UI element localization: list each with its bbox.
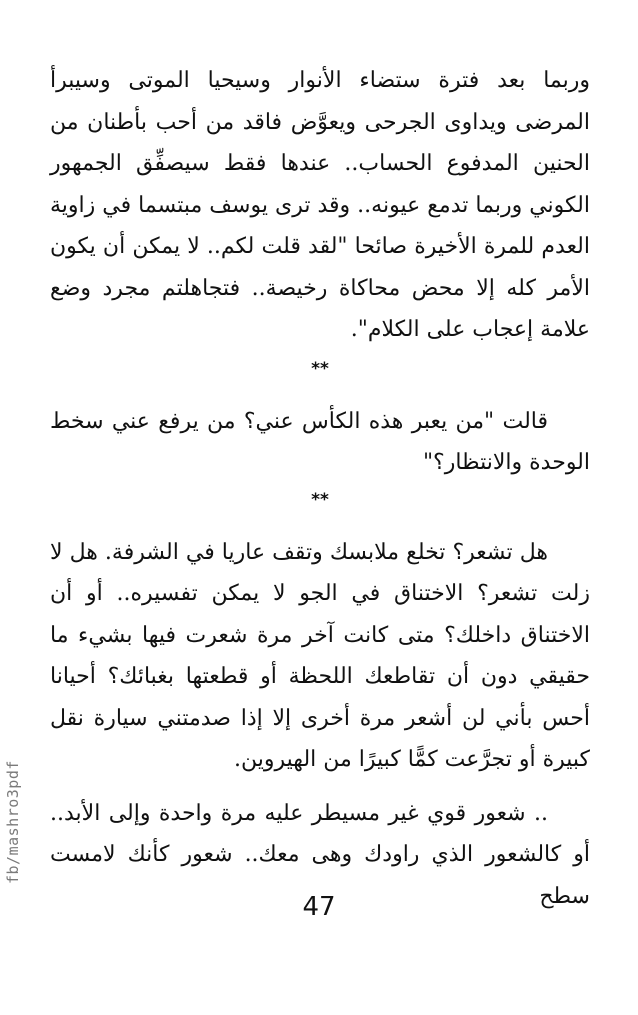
section-separator: ** (311, 489, 329, 510)
paragraph-2: قالت "من يعبر هذه الكأس عني؟ من يرفع عني سخط الوحدة والانتظار؟" (50, 408, 590, 475)
paragraph-1: وربما بعد فترة ستضاء الأنوار وسيحيا الموتى وسيبرأ المرضى ويداوى الجرحى ويعوَّض فاقد من أحب بأطنان من الحنين المدفوع الحساب.. عندها فقط سيصفِّق الجمهور الكوني وربما تدمع عيونه.. وقد ترى يوسف مبتسما في زاوية العدم للمرة الأخيرة صائحا "لقد قلت لكم.. لا يمكن أن يكون الأمر كله إلا محض محاكاة رخيصة.. فتجاهلتم مجرد وضع علامة إعجاب على الكلام". (50, 68, 590, 342)
paragraph-4: .. شعور قوي غير مسيطر عليه مرة واحدة وإلى الأبد.. أو كالشعور الذي راودك وهى معك.. شعور كأنك لامست سطح (50, 800, 590, 909)
paragraph-3: هل تشعر؟ تخلع ملابسك وتقف عاريا في الشرفة. هل لا زلت تشعر؟ الاختناق في الجو لا يمكن تفسيره.. أو أن الاختناق داخلك؟ متى كانت آخر مرة شعرت فيها بشيء ما حقيقي دون أن تقاطعك اللحظة أو قطعتها بغبائك؟ أحيانا أحس بأني لن أشعر مرة أخرى إلا إذا صدمتني سيارة نقل كبيرة أو تجرَّعت كمًّا كبيرًا من الهيروين. (50, 539, 590, 772)
section-separator: ** (311, 358, 329, 379)
page-body (50, 60, 590, 917)
watermark: fb/mashro3pdf (4, 760, 22, 884)
page-number: 47 (302, 892, 336, 922)
